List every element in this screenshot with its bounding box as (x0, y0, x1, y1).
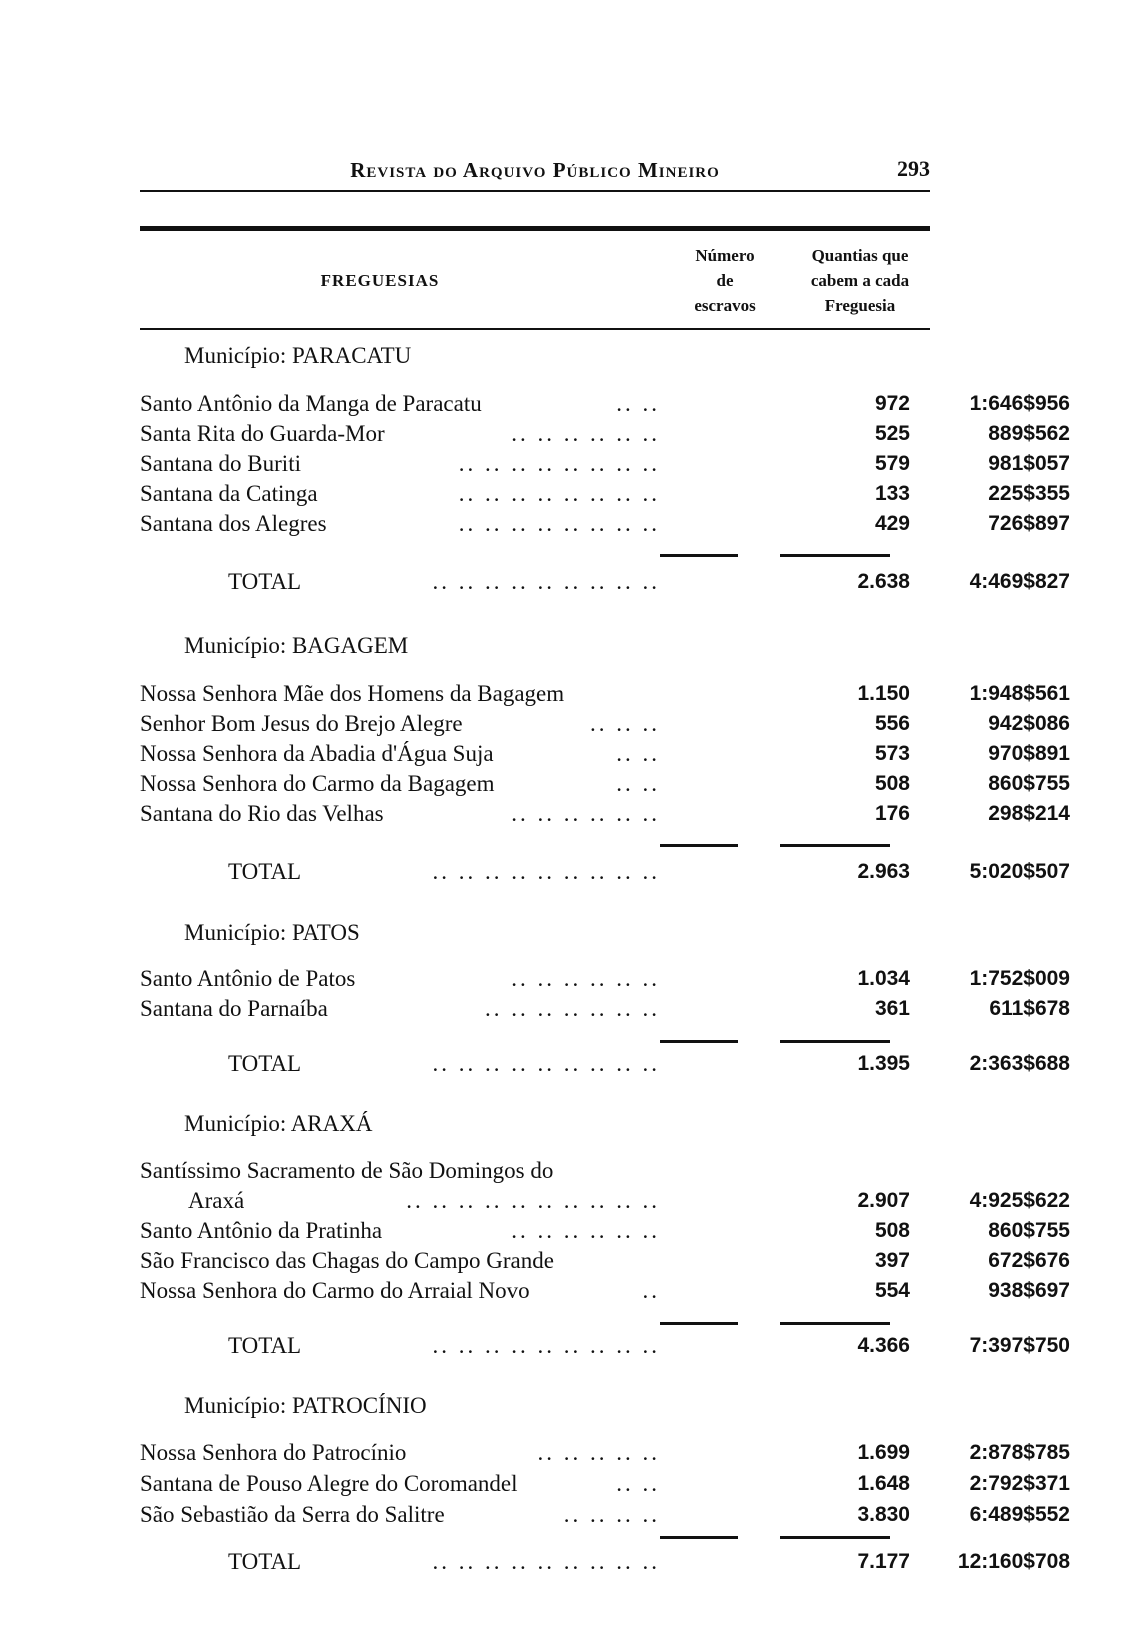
total-amount: 2:363$688 (969, 1052, 1070, 1075)
table-row: Santíssimo Sacramento de São Domingos do (140, 1158, 554, 1183)
sum-rule (780, 1536, 890, 1539)
total-amount: 7:397$750 (969, 1334, 1070, 1357)
slave-count: 176 (874, 802, 910, 825)
total-row: TOTAL .. .. .. .. .. .. .. .. .. 4.366 7:397$750 (228, 1333, 1070, 1358)
total-row: TOTAL .. .. .. .. .. .. .. .. .. 2.963 5:020$507 (228, 859, 1070, 884)
table-row: São Francisco das Chagas do Campo Grande 397 672$676 (140, 1248, 1070, 1273)
slave-count: 525 (874, 422, 910, 445)
slave-count: 2.907 (857, 1189, 910, 1212)
amount: 4:925$622 (969, 1189, 1070, 1212)
sum-rule (660, 844, 738, 847)
amount: 298$214 (988, 802, 1070, 825)
slave-count: 556 (874, 712, 910, 735)
amount: 2:792$371 (969, 1472, 1070, 1495)
slave-count: 573 (874, 742, 910, 765)
table-row: Santana de Pouso Alegre do Coromandel .. .. 1.648 2:792$371 (140, 1471, 1070, 1496)
table-row: Santo Antônio da Pratinha .. .. .. .. .. .. 508 860$755 (140, 1218, 1070, 1243)
amount: 938$697 (988, 1279, 1070, 1302)
table-row: São Sebastião da Serra do Salitre .. .. .. .. 3.830 6:489$552 (140, 1502, 1070, 1527)
total-row: TOTAL .. .. .. .. .. .. .. .. .. 1.395 2:363$688 (228, 1051, 1070, 1076)
table-row: Nossa Senhora do Carmo da Bagagem .. .. 508 860$755 (140, 771, 1070, 796)
amount: 2:878$785 (969, 1441, 1070, 1464)
slave-count: 1.150 (857, 682, 910, 705)
slave-count: 579 (874, 452, 910, 475)
municipio-heading: Município: ARAXÁ (184, 1111, 373, 1136)
total-count: 2.638 (857, 570, 910, 593)
slave-count: 1.034 (857, 967, 910, 990)
table-row: Santana dos Alegres .. .. .. .. .. .. .. .. 429 726$897 (140, 511, 1070, 536)
amount: 225$355 (988, 482, 1070, 505)
amount: 970$891 (988, 742, 1070, 765)
slave-count: 397 (874, 1249, 910, 1272)
amount: 1:948$561 (969, 682, 1070, 705)
slave-count: 508 (874, 1219, 910, 1242)
sum-rule (660, 1322, 738, 1325)
amount: 672$676 (988, 1249, 1070, 1272)
amount: 860$755 (988, 772, 1070, 795)
slave-count: 1.648 (857, 1472, 910, 1495)
table-top-rule (140, 226, 930, 231)
slave-count: 1.699 (857, 1441, 910, 1464)
column-header-numero: Número de escravos (694, 246, 756, 315)
total-count: 4.366 (857, 1334, 910, 1357)
table-row: Santana do Parnaíba .. .. .. .. .. .. .. 361 611$678 (140, 996, 1070, 1021)
amount: 860$755 (988, 1219, 1070, 1242)
amount: 1:646$956 (969, 392, 1070, 415)
column-header-freguesias: FREGUESIAS (320, 271, 440, 290)
table-row: Nossa Senhora Mãe dos Homens da Bagagem 1.150 1:948$561 (140, 681, 1070, 706)
sum-rule (660, 554, 738, 557)
table-row: Nossa Senhora da Abadia d'Água Suja .. .. 573 970$891 (140, 741, 1070, 766)
total-row: TOTAL .. .. .. .. .. .. .. .. .. 7.177 12:160$708 (228, 1549, 1070, 1574)
header-rule (140, 190, 930, 192)
sum-rule (780, 554, 890, 557)
total-amount: 12:160$708 (957, 1550, 1070, 1573)
amount: 611$678 (989, 997, 1070, 1020)
table-row: Santana da Catinga .. .. .. .. .. .. .. .. 133 225$355 (140, 481, 1070, 506)
amount: 942$086 (988, 712, 1070, 735)
slave-count: 361 (874, 997, 910, 1020)
table-row: Nossa Senhora do Patrocínio .. .. .. .. .. 1.699 2:878$785 (140, 1440, 1070, 1465)
table-row: Santana do Rio das Velhas .. .. .. .. .. .. 176 298$214 (140, 801, 1070, 826)
total-amount: 4:469$827 (969, 570, 1070, 593)
sum-rule (780, 1040, 890, 1043)
sum-rule (660, 1040, 738, 1043)
table-row: Santana do Buriti .. .. .. .. .. .. .. .. 579 981$057 (140, 451, 1070, 476)
municipio-heading: Município: PARACATU (184, 343, 412, 368)
amount: 981$057 (988, 452, 1070, 475)
sum-rule (780, 844, 890, 847)
municipio-heading: Município: PATROCÍNIO (184, 1393, 427, 1418)
journal-title: Revista do Arquivo Público Mineiro (350, 158, 720, 182)
total-row: TOTAL .. .. .. .. .. .. .. .. .. 2.638 4:469$827 (228, 569, 1070, 594)
table-row: Santo Antônio da Manga de Paracatu .. .. 972 1:646$956 (140, 391, 1070, 416)
running-head (140, 158, 930, 192)
table-row: Nossa Senhora do Carmo do Arraial Novo .. 554 938$697 (140, 1278, 1070, 1303)
slave-count: 554 (874, 1279, 910, 1302)
slave-count: 133 (874, 482, 910, 505)
page-number: 293 (897, 156, 930, 181)
municipio-heading: Município: BAGAGEM (184, 633, 409, 658)
table-row: Araxá .. .. .. .. .. .. .. .. .. .. 2.907 4:925$622 (188, 1188, 1070, 1213)
municipio-heading: Município: PATOS (184, 920, 360, 945)
table-row: Santa Rita do Guarda-Mor .. .. .. .. .. .. 525 889$562 (140, 421, 1070, 446)
total-count: 1.395 (857, 1052, 910, 1075)
total-count: 2.963 (857, 860, 910, 883)
slave-count: 508 (874, 772, 910, 795)
amount: 6:489$552 (969, 1503, 1070, 1526)
slave-count: 429 (874, 512, 910, 535)
slave-count: 972 (874, 392, 910, 415)
slave-count: 3.830 (857, 1503, 910, 1526)
column-header-quantias: Quantias que cabem a cada Freguesia (810, 246, 910, 315)
amount: 1:752$009 (969, 967, 1070, 990)
table-row: Senhor Bom Jesus do Brejo Alegre .. .. .. 556 942$086 (140, 711, 1070, 736)
amount: 726$897 (988, 512, 1070, 535)
sum-rule (780, 1322, 890, 1325)
table-row: Santo Antônio de Patos .. .. .. .. .. .. 1.034 1:752$009 (140, 966, 1070, 991)
total-count: 7.177 (857, 1550, 910, 1573)
column-header-rule (140, 328, 930, 330)
total-amount: 5:020$507 (969, 860, 1070, 883)
sum-rule (660, 1536, 738, 1539)
amount: 889$562 (988, 422, 1070, 445)
